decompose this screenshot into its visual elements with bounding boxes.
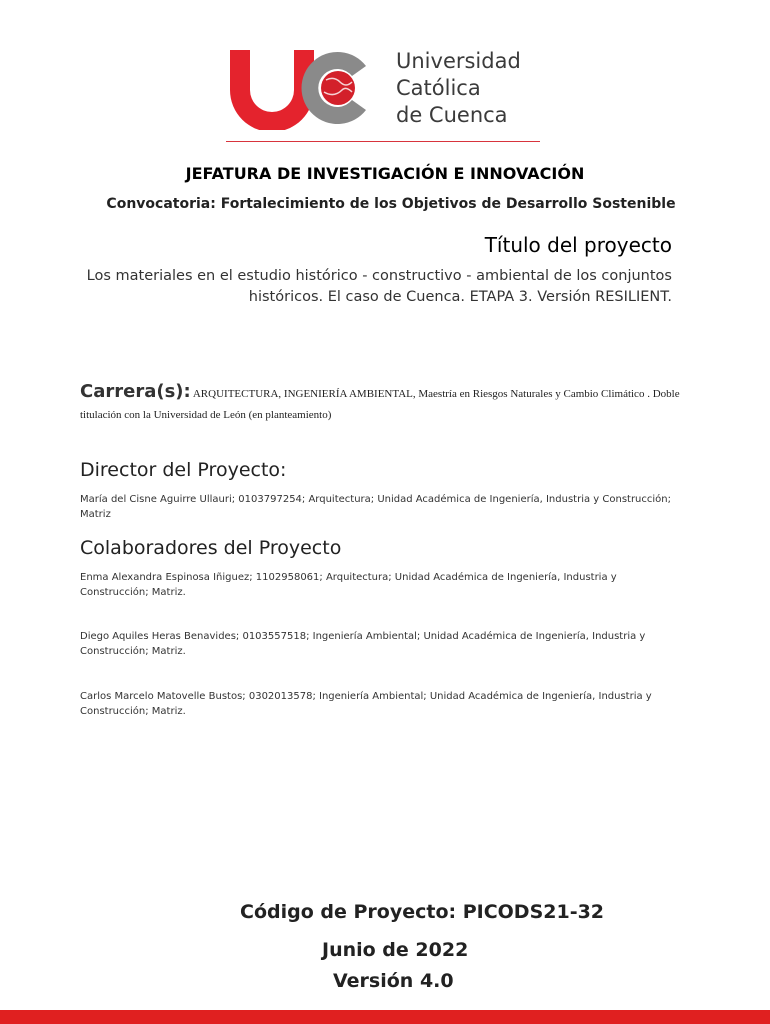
footer-bar (0, 1010, 770, 1024)
logo-wordmark (396, 48, 521, 129)
collaborator-item: Carlos Marcelo Matovelle Bustos; 0302013578; Ingeniería Ambiental; Unidad Académica de Ingeniería, Industria y Construcción; Matriz. (80, 691, 652, 717)
project-version: Versión 4.0 (333, 970, 454, 992)
director-heading: Director del Proyecto: (80, 459, 287, 481)
project-title-label: Título del proyecto (484, 233, 672, 257)
careers-block (80, 382, 680, 425)
logo-line-3: de Cuenca (396, 103, 508, 127)
collaborator-item: Diego Aquiles Heras Benavides; 0103557518; Ingeniería Ambiental; Unidad Académica de Ingeniería, Industria y Construcción; Matriz. (80, 631, 646, 657)
header-divider (226, 141, 540, 142)
university-logo (226, 44, 546, 130)
collaborators-heading: Colaboradores del Proyecto (80, 537, 342, 559)
department-title: JEFATURA DE INVESTIGACIÓN E INNOVACIÓN (185, 164, 585, 183)
careers-value: ARQUITECTURA, INGENIERÍA AMBIENTAL, Maestría en Riesgos Naturales y Cambio Climático . Doble titulación con la Universidad de León (en planteamiento) (80, 388, 680, 421)
collaborator-item: Enma Alexandra Espinosa Iñiguez; 1102958061; Arquitectura; Unidad Académica de Ingeniería, Industria y Construcción; Matriz. (80, 572, 617, 598)
director-info: María del Cisne Aguirre Ullauri; 0103797254; Arquitectura; Unidad Académica de Ingeniería, Industria y Construcción; Matriz (80, 494, 671, 520)
logo-line-1: Universidad (396, 49, 521, 73)
project-date: Junio de 2022 (322, 939, 469, 961)
logo-line-2: Católica (396, 76, 481, 100)
careers-label: Carrera(s): (80, 381, 191, 402)
project-title-text: Los materiales en el estudio histórico - constructivo - ambiental de los conjuntos históricos. El caso de Cuenca. ETAPA 3. Versión RESILIENT. (86, 268, 672, 305)
project-code: Código de Proyecto: PICODS21-32 (240, 901, 605, 923)
call-title: Convocatoria: Fortalecimiento de los Objetivos de Desarrollo Sostenible (106, 196, 676, 212)
uc-emblem-icon (226, 44, 396, 130)
